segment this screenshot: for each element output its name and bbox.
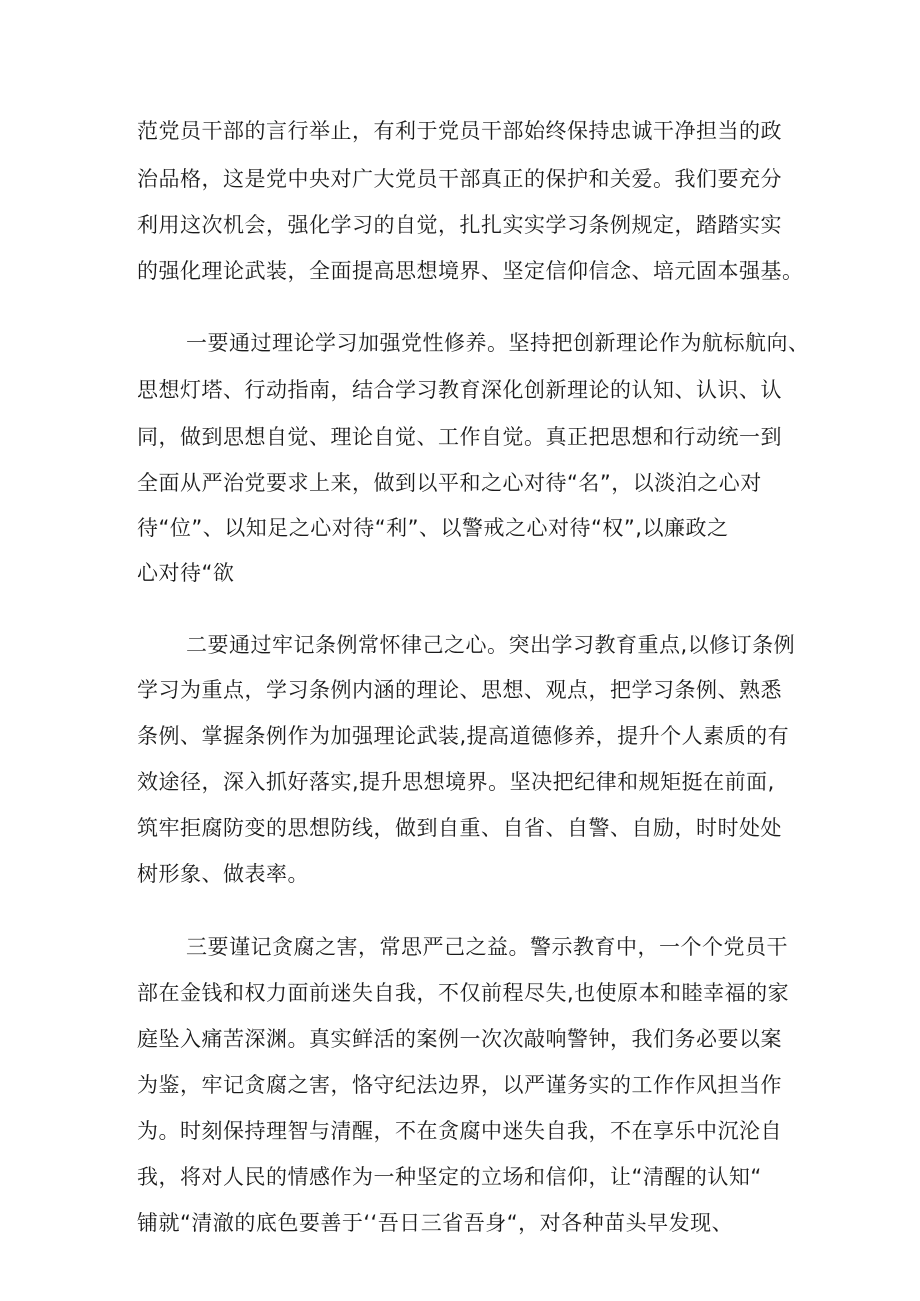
text-line: 二要通过牢记条例常怀律己之心。突出学习教育重点,以修订条例	[186, 633, 796, 657]
text-line: 范党员干部的言行举止，有利于党员干部始终保持忠诚干净担当的政	[137, 119, 782, 143]
text-line: 为鉴，牢记贪腐之害，恪守纪法边界，以严谨务实的工作作风担当作	[137, 1073, 782, 1097]
text-line: 一要通过理论学习加强党性修养。坚持把创新理论作为航标航向、	[186, 331, 810, 355]
text-line: 利用这次机会，强化学习的自觉，扎扎实实学习条例规定，踏踏实实	[137, 213, 782, 237]
text-line: 思想灯塔、行动指南，结合学习教育深化创新理论的认知、认识、认	[137, 378, 782, 402]
text-line: 待“位”、以知足之心对待“利”、以警戒之心对待“权”,以廉政之	[137, 516, 729, 540]
text-line: 为。时刻保持理智与清醒，不在贪腐中迷失自我，不在享乐中沉沦自	[137, 1119, 782, 1143]
text-line: 铺就“清澈的底色要善于‘‘吾日三省吾身“，对各种苗头早发现、	[137, 1211, 734, 1235]
text-line: 治品格，这是党中央对广大党员干部真正的保护和关爱。我们要充分	[137, 167, 782, 191]
text-line: 庭坠入痛苦深渊。真实鲜活的案例一次次敲响警钟，我们务必要以案	[137, 1027, 782, 1051]
text-line: 心对待“欲	[137, 561, 235, 585]
text-line: 部在金钱和权力面前迷失自我，不仅前程尽失,也使原本和睦幸福的家	[137, 981, 790, 1005]
text-line: 学习为重点，学习条例内涵的理论、思想、观点，把学习条例、熟悉	[137, 678, 782, 702]
text-line: 全面从严治党要求上来，做到以平和之心对待“名”，以淡泊之心对	[137, 471, 762, 495]
text-line: 条例、掌握条例作为加强理论武装,提高道德修养，提升个人素质的有	[137, 724, 790, 748]
text-line: 同，做到思想自觉、理论自觉、工作自觉。真正把思想和行动统一到	[137, 425, 782, 449]
text-line: 树形象、做表率。	[137, 862, 309, 886]
text-line: 我，将对人民的情感作为一种坚定的立场和信仰，让“清醒的认知“	[137, 1165, 762, 1189]
text-line: 效途径，深入抓好落实,提升思想境界。坚决把纪律和规矩挺在前面,	[137, 770, 775, 794]
text-line: 的强化理论武装，全面提高思想境界、坚定信仰信念、培元固本强基。	[137, 259, 804, 283]
text-line: 筑牢拒腐防变的思想防线，做到自重、自省、自警、自励，时时处处	[137, 816, 782, 840]
text-line: 三要谨记贪腐之害，常思严己之益。警示教育中，一个个党员干	[186, 935, 788, 959]
